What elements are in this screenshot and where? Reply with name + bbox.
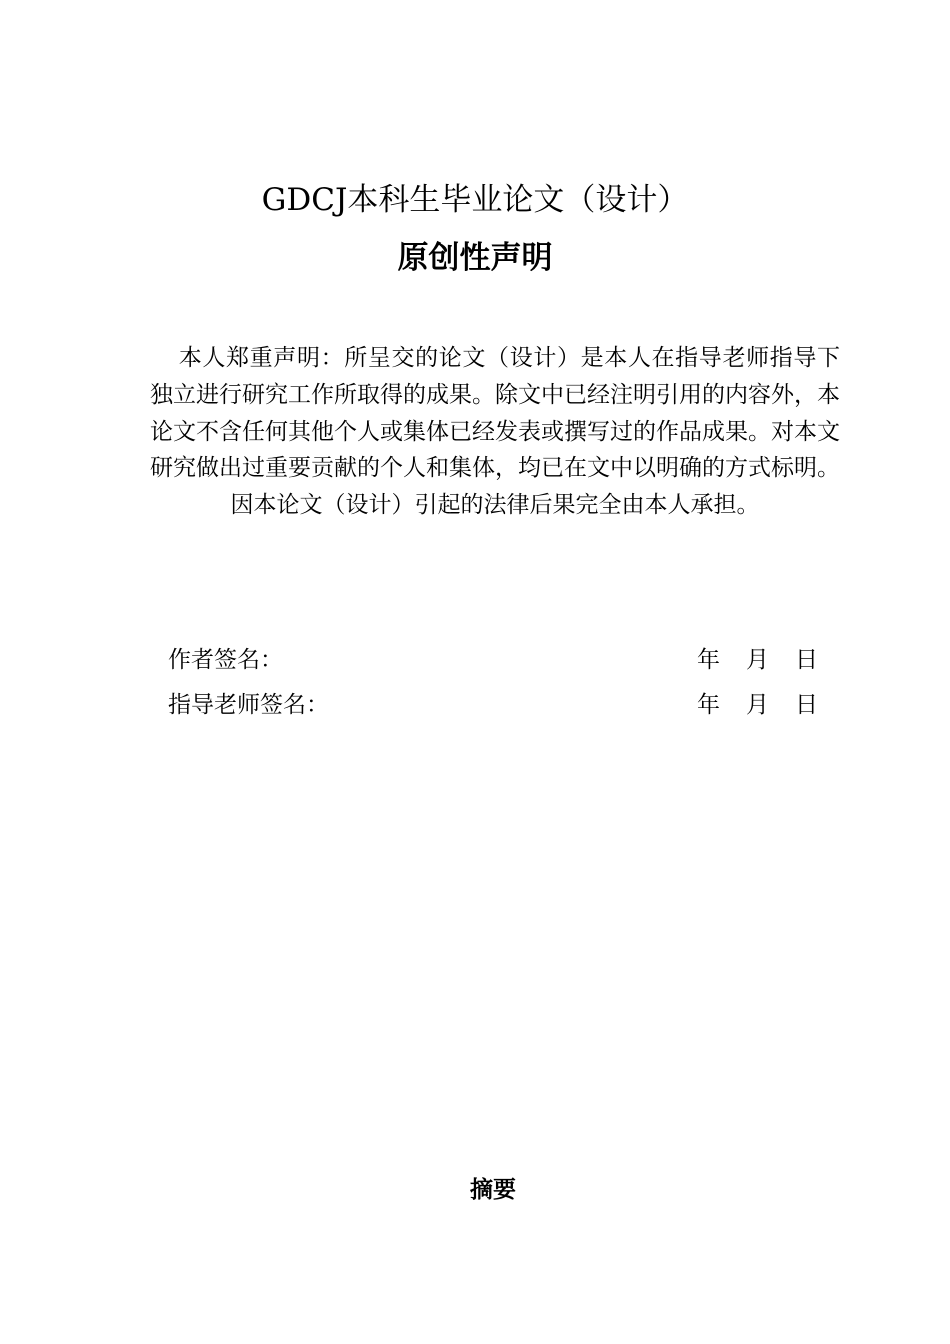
advisor-signature-label: 指导老师签名：: [168, 692, 329, 718]
author-signature-row: [168, 642, 818, 678]
advisor-signature-row: [168, 687, 818, 723]
author-signature-date: [697, 642, 818, 678]
date-day-label: 日: [795, 647, 818, 673]
date-year-label: 年: [697, 647, 720, 673]
date-year-label: 年: [697, 692, 720, 718]
declaration-body: 本人郑重声明：所呈交的论文（设计）是本人在指导老师指导下独立进行研究工作所取得的成果。除文中已经注明引用的内容外，本论文不含任何其他个人或集体已经发表或撰写过的作品成果。对本文研究做出过重要贡献的个人和集体，均已在文中以明确的方式标明。因本论文（设计）引起的法律后果完全由本人承担。: [150, 345, 840, 519]
date-month-label: 月: [746, 647, 769, 673]
advisor-signature-date: [697, 687, 818, 723]
date-month-label: 月: [746, 692, 769, 718]
abstract-heading: 摘要: [470, 1176, 516, 1203]
declaration-subtitle: 原创性声明: [397, 240, 553, 276]
declaration-title: GDCJ本科生毕业论文（设计）: [261, 182, 689, 218]
date-day-label: 日: [795, 692, 818, 718]
author-signature-label: 作者签名：: [168, 647, 283, 673]
